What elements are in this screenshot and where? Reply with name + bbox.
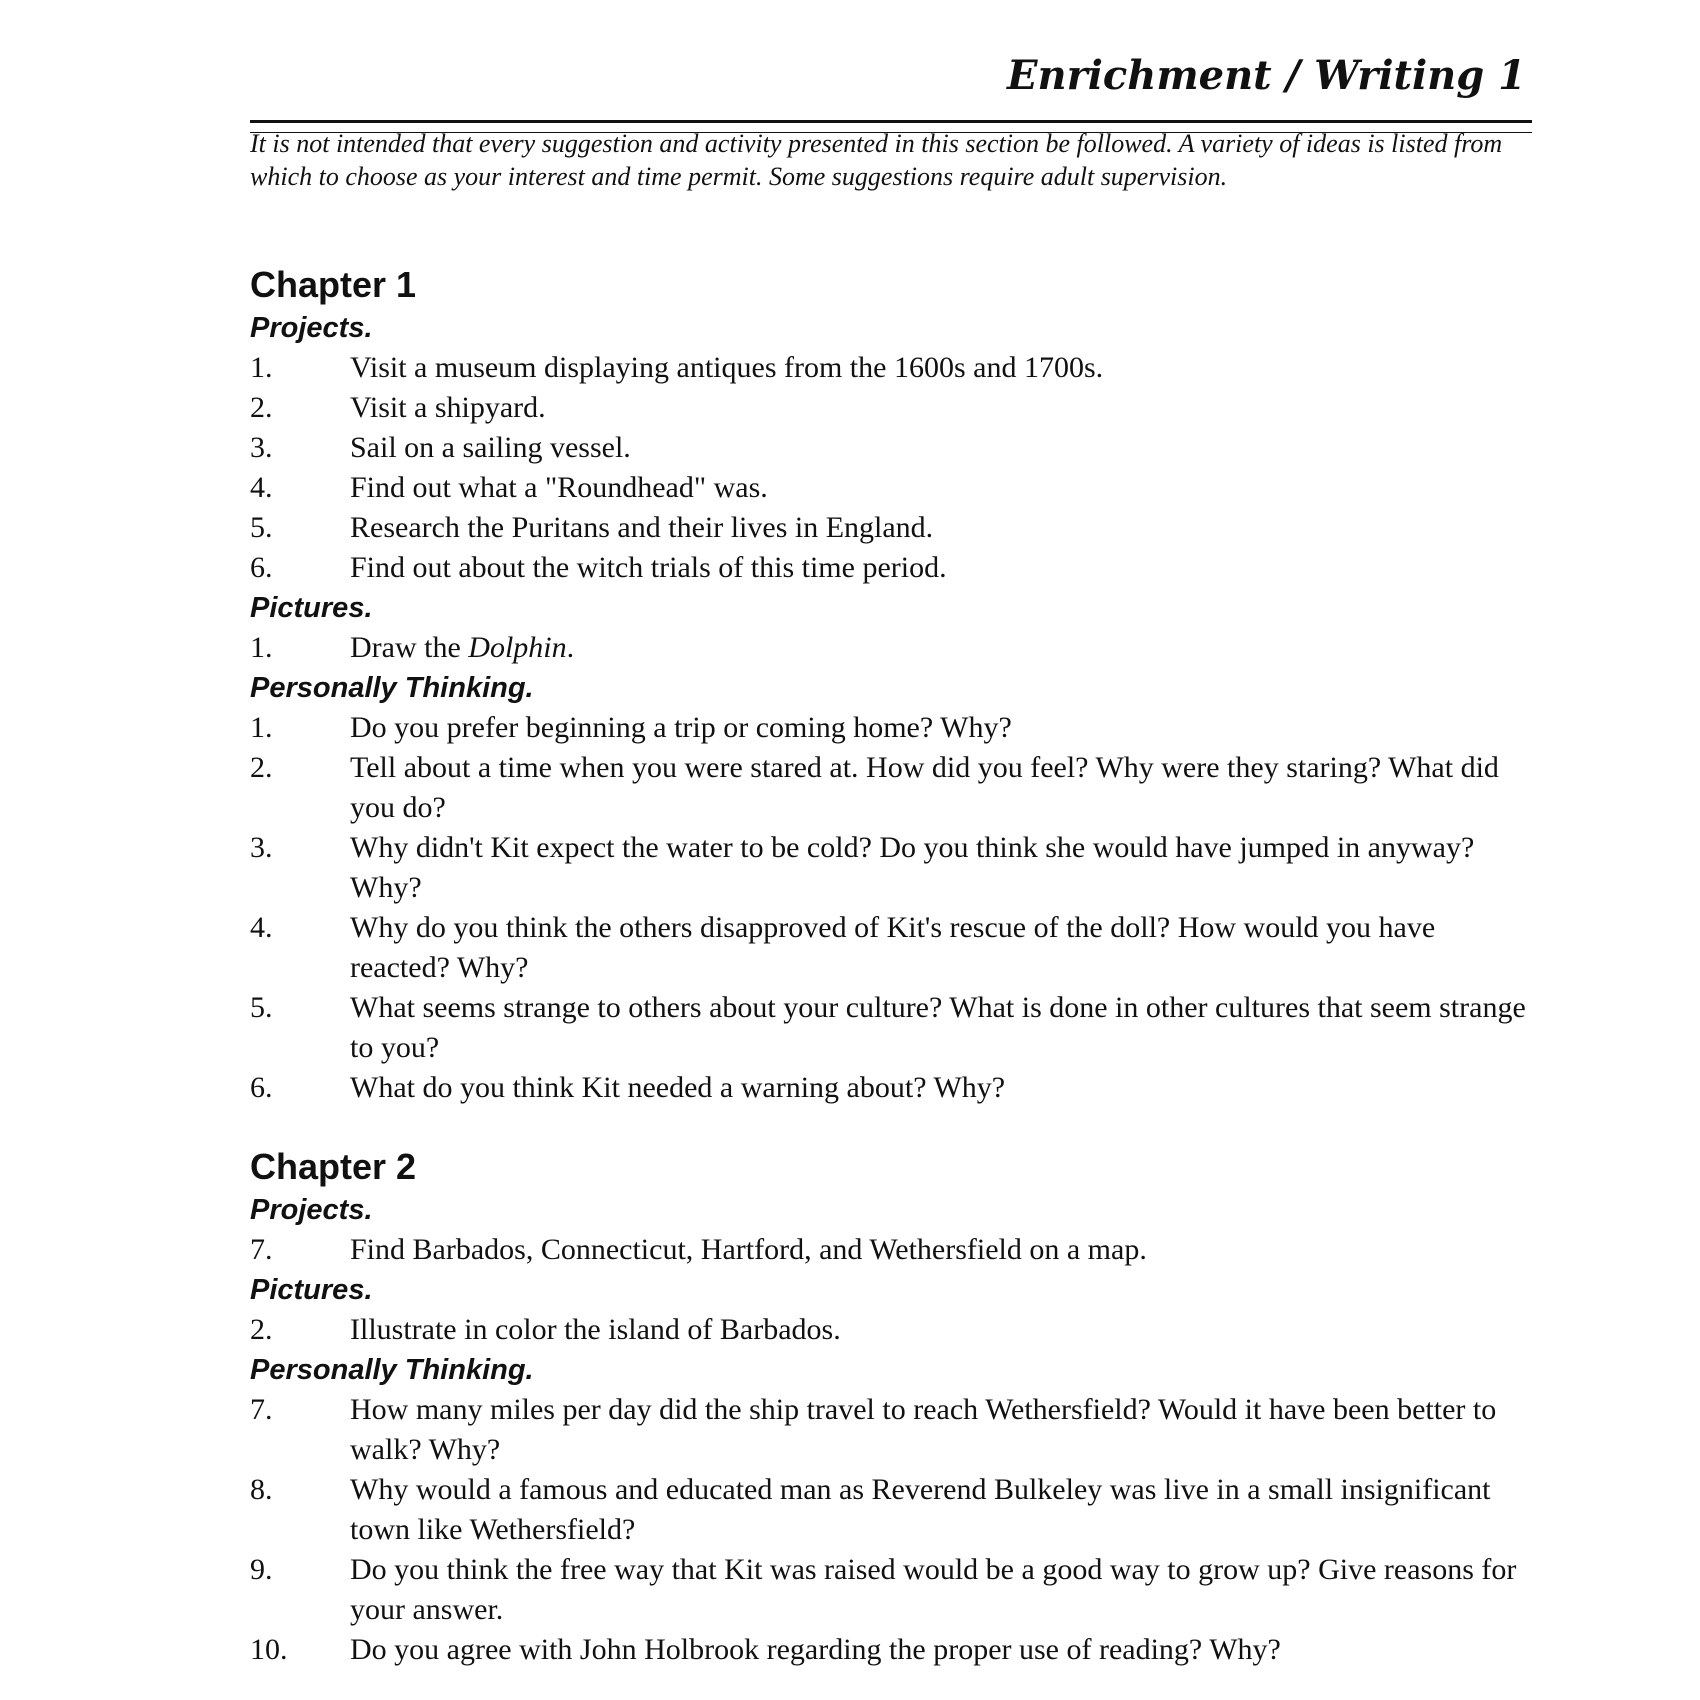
item-text: Do you agree with John Holbrook regarding the proper use of reading? Why? xyxy=(350,1633,1281,1666)
list-item xyxy=(250,628,1532,668)
pictures-heading: Pictures. xyxy=(250,1274,373,1306)
item-text: Tell about a time when you were stared at. How did you feel? Why were they staring? What did you do? xyxy=(350,751,1499,824)
list-item xyxy=(250,428,1532,468)
list-item xyxy=(250,1630,1532,1670)
item-number: 1. xyxy=(250,631,273,664)
projects-heading: Projects. xyxy=(250,1194,373,1226)
item-number: 2. xyxy=(250,751,273,784)
item-text: Do you prefer beginning a trip or coming home? Why? xyxy=(350,711,1012,744)
item-number: 5. xyxy=(250,991,273,1024)
item-text: Do you think the free way that Kit was raised would be a good way to grow up? Give reasons for your answer. xyxy=(350,1553,1517,1626)
item-number: 8. xyxy=(250,1473,273,1506)
list-item xyxy=(250,908,1532,988)
list-item xyxy=(250,548,1532,588)
item-number: 1. xyxy=(250,711,273,744)
item-number: 6. xyxy=(250,551,273,584)
list-item xyxy=(250,1470,1532,1550)
item-number: 4. xyxy=(250,911,273,944)
list-item xyxy=(250,988,1532,1068)
list-item xyxy=(250,388,1532,428)
list-item xyxy=(250,1550,1532,1630)
item-text xyxy=(350,628,1532,668)
list-item xyxy=(250,1390,1532,1470)
item-text: Illustrate in color the island of Barbados. xyxy=(350,1313,841,1346)
item-number: 7. xyxy=(250,1393,273,1426)
item-text-after: . xyxy=(566,631,575,664)
pictures-heading: Pictures. xyxy=(250,592,373,624)
list-item xyxy=(250,708,1532,748)
item-text: Find out about the witch trials of this time period. xyxy=(350,551,947,584)
page-title: Enrichment / Writing 1 xyxy=(1007,52,1526,99)
list-item xyxy=(250,828,1532,908)
item-text: What do you think Kit needed a warning about? Why? xyxy=(350,1071,1006,1104)
item-number: 9. xyxy=(250,1553,273,1586)
list-item xyxy=(250,468,1532,508)
list-item xyxy=(250,1310,1532,1350)
item-number: 6. xyxy=(250,1071,273,1104)
projects-heading: Projects. xyxy=(250,312,373,344)
item-text: What seems strange to others about your culture? What is done in other cultures that seem strange to you? xyxy=(350,991,1526,1064)
chapter-title: Chapter 1 xyxy=(250,264,417,305)
chapter-title: Chapter 2 xyxy=(250,1146,417,1187)
item-number: 1. xyxy=(250,351,273,384)
chapter-section xyxy=(250,262,1532,1108)
item-text: Why didn't Kit expect the water to be cold? Do you think she would have jumped in anyway? Why? xyxy=(350,831,1475,904)
thinking-heading: Personally Thinking. xyxy=(250,1354,534,1386)
item-number: 4. xyxy=(250,471,273,504)
item-text: Find Barbados, Connecticut, Hartford, and Wethersfield on a map. xyxy=(350,1233,1147,1266)
thinking-heading: Personally Thinking. xyxy=(250,672,534,704)
item-text: Visit a shipyard. xyxy=(350,391,546,424)
item-number: 2. xyxy=(250,1313,273,1346)
list-item xyxy=(250,1068,1532,1108)
chapter-section xyxy=(250,1144,1532,1670)
list-item xyxy=(250,348,1532,388)
item-text: Sail on a sailing vessel. xyxy=(350,431,631,464)
item-number: 2. xyxy=(250,391,273,424)
item-number: 5. xyxy=(250,511,273,544)
ship-name: Dolphin xyxy=(468,631,567,664)
item-text: Why would a famous and educated man as Reverend Bulkeley was live in a small insignificant town like Wethersfield? xyxy=(350,1473,1491,1546)
chapters-container xyxy=(250,262,1532,1670)
item-number: 10. xyxy=(250,1633,288,1666)
item-number: 3. xyxy=(250,431,273,464)
item-number: 7. xyxy=(250,1233,273,1266)
list-item xyxy=(250,1230,1532,1270)
item-text: Visit a museum displaying antiques from the 1600s and 1700s. xyxy=(350,351,1104,384)
intro-note: It is not intended that every suggestion and activity presented in this section be followed. A variety of ideas is listed from which to choose as your interest and time permit. Some suggestions require adult supervision. xyxy=(250,129,1503,191)
item-text: Find out what a "Roundhead" was. xyxy=(350,471,768,504)
list-item xyxy=(250,508,1532,548)
item-text-before: Draw the xyxy=(350,631,469,664)
item-text: Research the Puritans and their lives in England. xyxy=(350,511,934,544)
item-text: Why do you think the others disapproved of Kit's rescue of the doll? How would you have reacted? Why? xyxy=(350,911,1436,984)
list-item xyxy=(250,748,1532,828)
item-number: 3. xyxy=(250,831,273,864)
item-text: How many miles per day did the ship travel to reach Wethersfield? Would it have been better to walk? Why? xyxy=(350,1393,1497,1466)
